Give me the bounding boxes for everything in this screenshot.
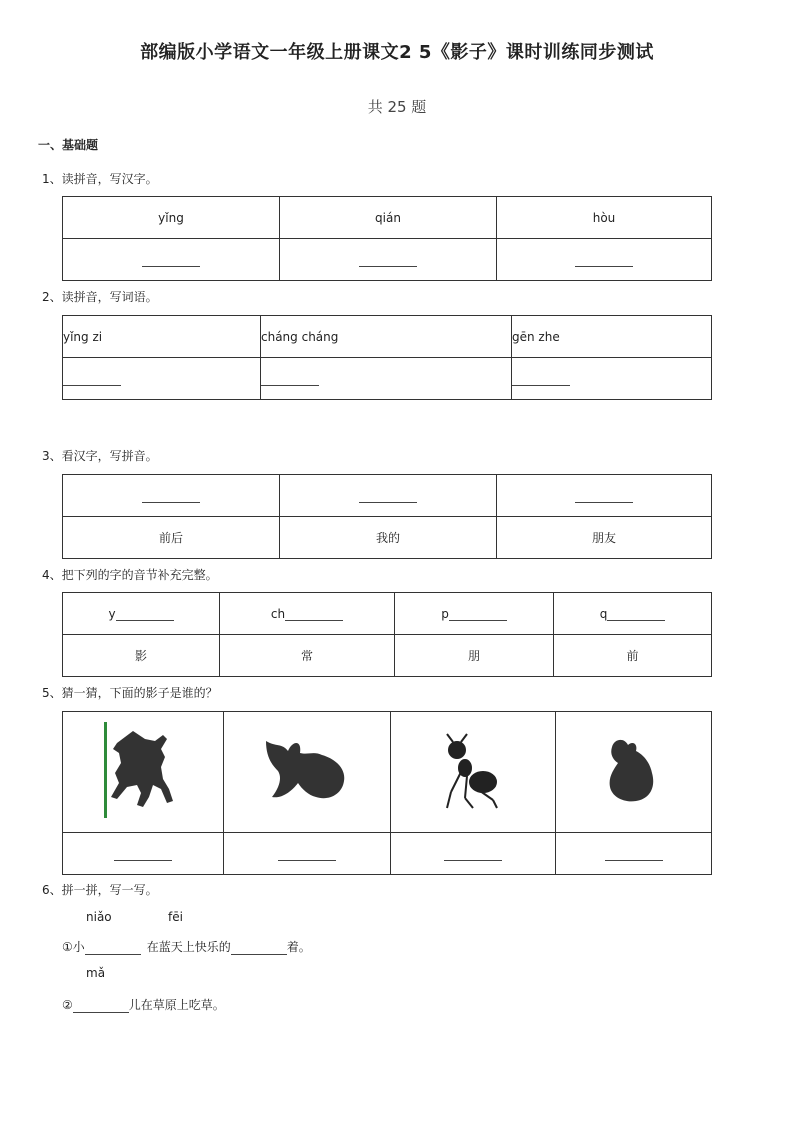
- q1-pinyin-cell: hòu: [497, 197, 712, 239]
- q2-answer-blank[interactable]: [261, 358, 512, 400]
- q4-initial-cell[interactable]: ch: [220, 593, 395, 635]
- goldfish-shadow-icon: [262, 737, 352, 807]
- rabbit-shadow-image: [556, 712, 712, 833]
- q2-pinyin-cell: gēn zhe: [512, 316, 712, 358]
- horse-shadow-icon: [103, 727, 183, 817]
- q3-answer-blank[interactable]: [63, 475, 280, 517]
- q2-pinyin-cell: yǐng zi: [63, 316, 261, 358]
- green-bar: [104, 722, 107, 818]
- q4-initial-cell[interactable]: q: [554, 593, 712, 635]
- q5-answer-blank[interactable]: [224, 833, 391, 875]
- q4-char-cell: 前: [554, 635, 712, 677]
- question-6-prompt: 6、拼一拼，写一写。: [42, 883, 158, 897]
- question-5-prompt: 5、猜一猜，下面的影子是谁的？: [42, 686, 218, 700]
- q2-pinyin-cell: cháng cháng: [261, 316, 512, 358]
- question-2-table: [62, 315, 712, 400]
- q4-char-cell: 影: [63, 635, 220, 677]
- ant-shadow-image: [391, 712, 556, 833]
- q6-pinyin-niao: niǎo: [86, 910, 112, 924]
- q1-answer-blank[interactable]: [280, 239, 497, 281]
- q3-word-cell: 前后: [63, 517, 280, 559]
- q5-answer-blank[interactable]: [63, 833, 224, 875]
- question-2-prompt: 2、读拼音，写词语。: [42, 290, 158, 304]
- q5-answer-blank[interactable]: [556, 833, 712, 875]
- q2-answer-blank[interactable]: [63, 358, 261, 400]
- question-5-table: [62, 711, 712, 875]
- q3-word-cell: 我的: [280, 517, 497, 559]
- q6-pinyin-ma: mǎ: [86, 966, 106, 980]
- q4-char-cell: 朋: [395, 635, 554, 677]
- q3-word-cell: 朋友: [497, 517, 712, 559]
- q6-pinyin-fei: fēi: [168, 910, 183, 924]
- q4-initial-cell[interactable]: p: [395, 593, 554, 635]
- question-3-prompt: 3、看汉字，写拼音。: [42, 449, 158, 463]
- q1-answer-blank[interactable]: [63, 239, 280, 281]
- q3-answer-blank[interactable]: [497, 475, 712, 517]
- rabbit-shadow-icon: [604, 737, 664, 807]
- q1-pinyin-cell: yǐng: [63, 197, 280, 239]
- q6-blank[interactable]: [231, 940, 287, 955]
- q1-pinyin-cell: qián: [280, 197, 497, 239]
- page-title: 部编版小学语文一年级上册课文2 5《影子》课时训练同步测试: [140, 42, 654, 63]
- q6-blank[interactable]: [85, 940, 141, 955]
- question-1-table: [62, 196, 712, 281]
- q1-answer-blank[interactable]: [497, 239, 712, 281]
- horse-shadow-image: [63, 712, 224, 833]
- goldfish-shadow-image: [224, 712, 391, 833]
- section-heading: 一、基础题: [38, 138, 99, 152]
- question-1-prompt: 1、读拼音，写汉字。: [42, 172, 158, 186]
- question-4-prompt: 4、把下列的字的音节补充完整。: [42, 568, 218, 582]
- q2-answer-blank[interactable]: [512, 358, 712, 400]
- question-count: 共 25 题: [367, 98, 427, 116]
- ant-shadow-icon: [443, 732, 503, 812]
- question-4-table: [62, 592, 712, 677]
- q4-initial-cell[interactable]: y: [63, 593, 220, 635]
- q6-sentence-1: ①小 在蓝天上快乐的 着。: [62, 940, 311, 954]
- q6-blank[interactable]: [73, 998, 129, 1013]
- q5-answer-blank[interactable]: [391, 833, 556, 875]
- q3-answer-blank[interactable]: [280, 475, 497, 517]
- q6-sentence-2: ② 儿在草原上吃草。: [62, 998, 225, 1012]
- q4-char-cell: 常: [220, 635, 395, 677]
- question-3-table: [62, 474, 712, 559]
